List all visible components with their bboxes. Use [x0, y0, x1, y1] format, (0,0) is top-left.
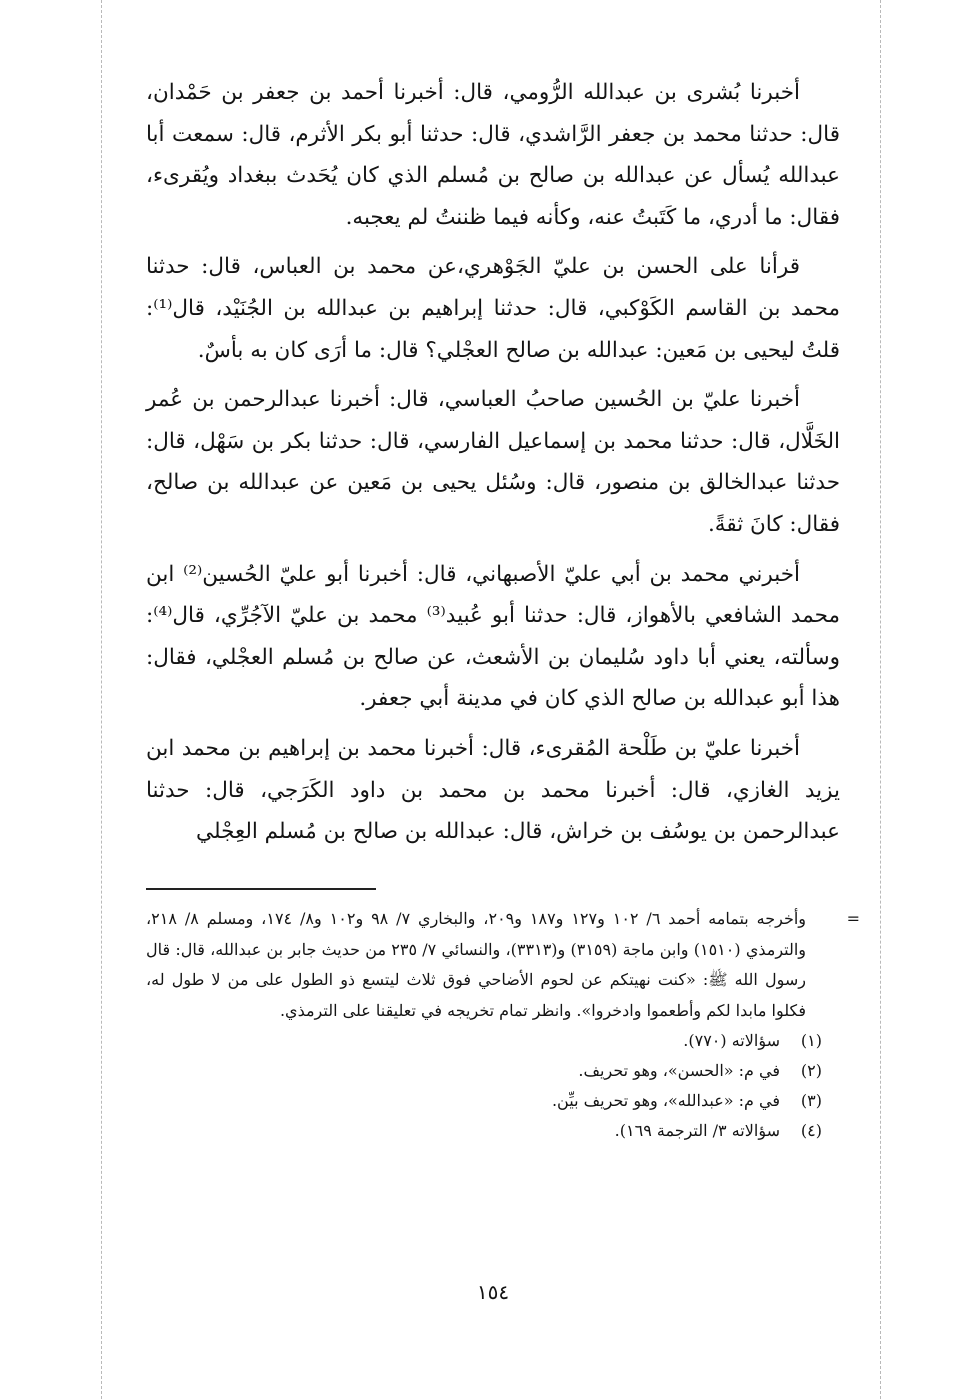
footnote-text: في م: «الحسن»، وهو تحريف. — [578, 1061, 780, 1080]
footnote-number: (٣) — [800, 1091, 822, 1110]
footnote-continuation-text: وأخرجه بتمامه أحمد ٦/ ١٠٢ و١٢٧ و١٨٧ و٢٠٩، والبخاري ٧/ ٩٨ و١٠٢ و٨/ ١٧٤، ومسلم ٨/ ٢١٨، والترمذي (١٥١٠) وابن ماجة (٣١٥٩) و(٣٣١٣)، والنسائي ٧/ ٢٣٥ من حديث جابر بن عبدالله، قال: قال رسول الله ﷺ: «كنت نهيتكم عن لحوم الأضاحي فوق ثلاث ليتسع ذو الطول على من لا طول له، فكلوا مابدا لكم وأطعموا وادخروا». وانظر تمام تخريجه في تعليقنا على الترمذي. — [146, 909, 807, 1020]
footnote — [146, 1056, 840, 1086]
footnotes-section — [146, 904, 860, 1146]
footnote — [146, 1026, 840, 1056]
page-number: ١٥٤ — [476, 1280, 510, 1304]
footnote-continuation — [146, 904, 860, 1026]
margin-line-right — [880, 0, 881, 1399]
margin-line-left — [101, 0, 102, 1399]
footnote — [146, 1116, 840, 1146]
footnote-text: في م: «عبدالله»، وهو تحريف بيِّن. — [551, 1091, 780, 1110]
footnote-number: (١) — [800, 1031, 822, 1050]
paragraph: أخبرنا عليّ بن طَلْحة المُقرىء، قال: أخبرنا محمد بن إبراهيم بن محمد ابن يزيد الغازي، قال: أخبرنا محمد بن محمد بن داود الكَرَجي، قال: حدثنا عبدالرحمن بن يوسُف بن خراش، قال: عبدالله بن صالح بن مُسلم العِجْلي — [146, 735, 840, 845]
page-body — [146, 72, 860, 1322]
paragraph: قرأنا على الحسن بن عليّ الجَوْهري،عن محمد بن العباس، قال: حدثنا محمد بن القاسم الكَوْكبي، قال: حدثنا إبراهيم بن عبدالله بن الجُنَيْد، قال⁽¹⁾: قلتُ ليحيى بن مَعين: عبدالله بن صالح العجْلي؟ قال: ما أرَى كان به بأسٌ. — [146, 254, 840, 363]
footnote-number: (٢) — [800, 1061, 822, 1080]
footnote-number: (٤) — [800, 1121, 822, 1140]
footnote-separator — [146, 888, 376, 890]
continuation-mark: = — [846, 909, 860, 928]
footnote-text: سؤالاته (٧٧٠). — [683, 1031, 780, 1050]
paragraph: أخبرنا عليّ بن الحُسين صاحبُ العباسي، قال: أخبرنا عبدالرحمن بن عُمر الخَلَّال، قال: حدثنا محمد بن إسماعيل الفارسي، قال: حدثنا بكر بن سَهْل، قال: حدثنا عبدالخالق بن منصور، قال: وسُئل يحيى بن مَعين عن عبدالله بن صالح، فقال: كانَ ثقةً. — [146, 387, 840, 537]
footnote — [146, 1086, 840, 1116]
paragraph: أخبرنا بُشرى بن عبدالله الرُّومي، قال: أخبرنا أحمد بن جعفر بن حَمْدان، قال: حدثنا محمد بن جعفر الرَّاشدي، قال: حدثنا أبو بكر الأثرم، قال: سمعت أبا عبدالله يُسأل عن عبدالله بن صالح بن مُسلم الذي كان يُحَدث ببغداد ويُقرىء، فقال: ما أدري، ما كَتَبتُ عنه، وكأنه فيما ظننتُ لم يعجبه. — [146, 80, 840, 230]
paragraph: أخبرني محمد بن أبي عليّ الأصبهاني، قال: أخبرنا أبو عليّ الحُسين⁽²⁾ ابن محمد الشافعي بالأهواز، قال: حدثنا أبو عُبيد⁽³⁾ محمد بن عليّ الآجُرِّي، قال⁽⁴⁾: وسألته، يعني أبا داود سُليمان بن الأشعث، عن صالح بن مُسلم العجْلي، فقال: هذا أبو عبدالله بن صالح الذي كان في مدينة أبي جعفر. — [146, 561, 840, 712]
footnote-text: سؤالاته ٣/ الترجمة ١٦٩). — [614, 1121, 780, 1140]
